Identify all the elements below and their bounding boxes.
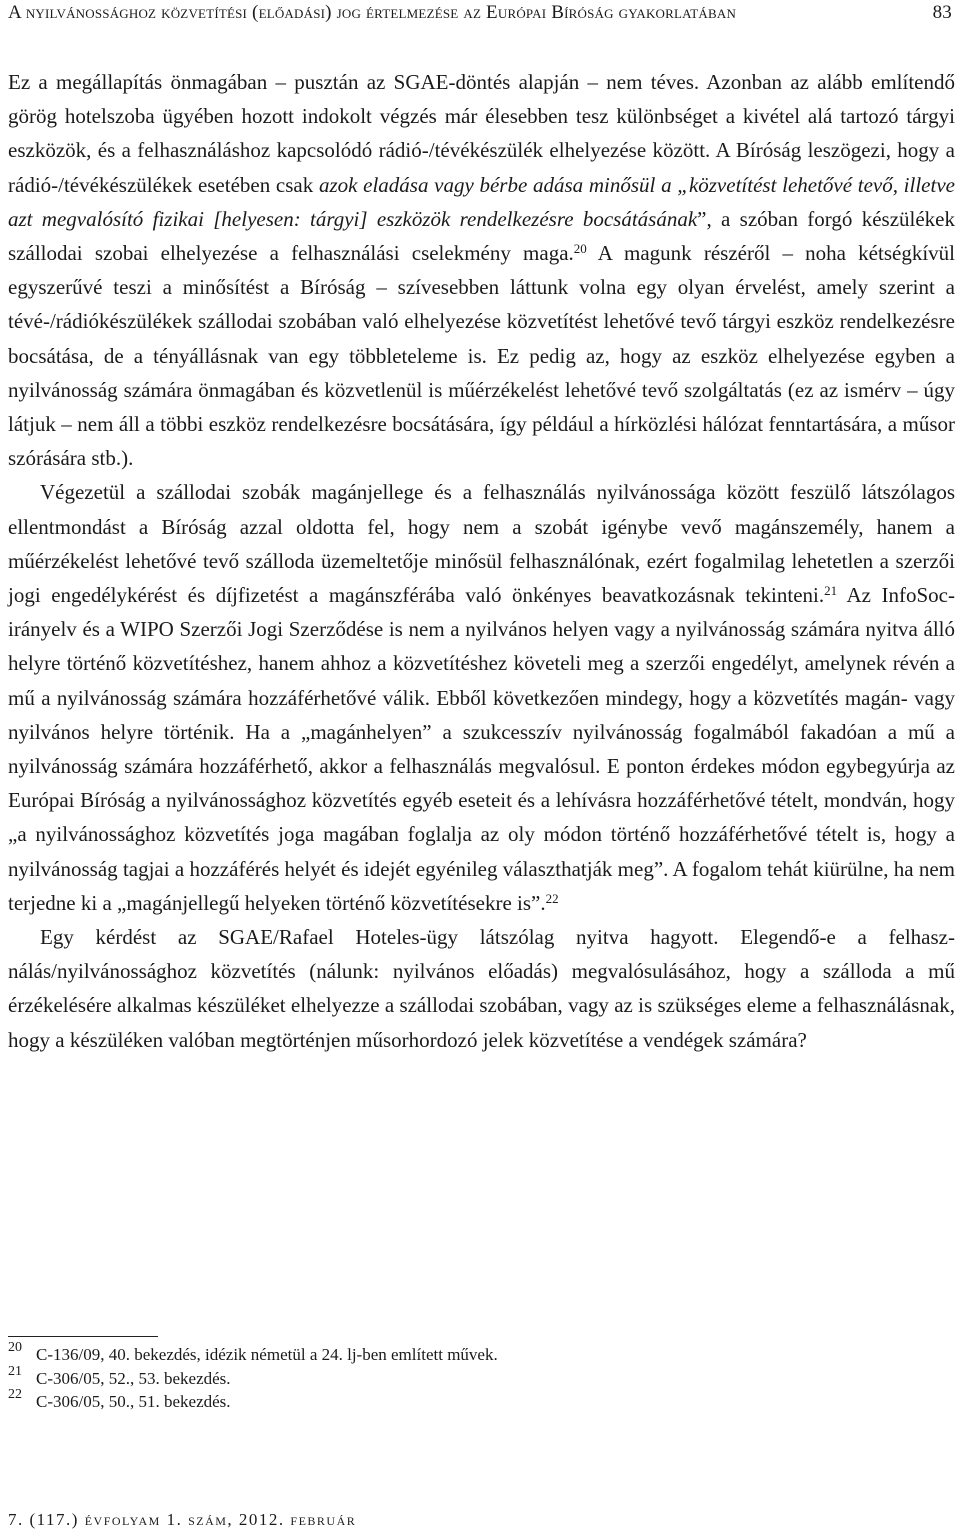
paragraph-2-text-b: Az InfoSoc-irányelv és a WIPO Szerzői Jogi Szerződése is nem a nyilvános helyen vagy a nyilvánosság számára nyitva álló helyre történő közvetítéshez, hanem ahhoz a közvetítéshez követeli meg a szerzői engedélyt, amelynek révén a mű a nyilvánosság számára hozzáférhetővé válik. Ebből következően mindegy, hogy a közvetítés magán- vagy nyilvános helyre történik. Ha a „magánhelyen” a szukcesszív nyilvánosság fogalmából fakadóan a mű a nyilvánosság számára hozzáférhető, akkor a felhasználás megvalósul. E ponton érdekes módon egybegyúrja az Európai Bíróság a nyilvánossághoz közvetítés egyéb eseteit és a lehívásra hozzáférhetővé tételt, mondván, hogy „a nyilvánossághoz közvetítés joga magában foglalja az oly módon történő hozzáférhetővé tételt is, hogy a nyilvánosság tagjai a hozzáférés helyét és idejét egyénileg választhatják meg”. A fogalom tehát kiürülne, ha nem terjedne ki a „magánjellegű helyeken történő közvetítésekre is”.: [8, 583, 955, 915]
paragraph-3: Egy kérdést az SGAE/Rafael Hoteles-ügy látszólag nyitva hagyott. Elegendő-e a felhasználás/nyilvánossághoz közvetítés (nálunk: nyilvános előadás) megvalósulásához, hogy a szálloda a mű érzékelésére alkalmas készüléket elhelyezze a szállodai szobában, vagy az is szükséges eleme a felhasználásnak, hogy a készüléken valóban megtörténjen műsorhordozó jelek közvetítése a vendégek számára?: [8, 925, 955, 1052]
footnote-ref-22[interactable]: 22: [545, 890, 559, 906]
footnote-22: [8, 1387, 948, 1414]
paragraph-1-text-a: Ez a megállapítás önmagában – pusztán az SGAE-döntés alapján – nem téves. Azonban az alább említendő görög hotelszoba ügyében hozott indokolt végzés már élesebben tesz különbséget a kivétel alá tartozó tárgyi eszközök, és a felhasználáshoz kapcsolódó rádió-/tévékészülék elhelyezése között. A Bíróság leszögezi, hogy a rádió-/tévékészülékek esetében csak: [8, 70, 955, 197]
paragraph-2-text-a: Végezetül a szállodai szobák magánjellege és a felhasználás nyilvánossága között feszülő látszólagos ellentmondást a Bíróság azzal oldotta fel, hogy nem a szobát igénybe vevő magánszemély, hanem a műérzékelést lehetővé tevő szálloda üzemeltetője minősül felhasználónak, ezért fogalmilag lehetetlen a szerzői jogi engedélykérést és díjfizetést a magánszférába való önkényes beavatkozásnak tekinteni.: [8, 480, 955, 608]
footnotes: [8, 1340, 948, 1414]
paragraph-1-text-c: A magunk részéről – noha kétségkívül egyszerűvé teszi a minősítést a Bíróság – szívesebben láttunk volna egy olyan érvelést, amely szerint a tévé-/rádiókészülékek szállodai szobában való elhelyezése közvetítést lehetővé tevő tárgyi eszköz rendelkezésre bocsátása, de a tényállásnak van egy többleteleme is. Ez pedig az, hogy az eszköz elhelyezése egyben a nyilvánosság számára önmagában és közvetlenül is műérzékelést lehetővé tevő szolgáltatás (ez az ismérv – úgy látjuk – nem áll a többi eszköz rendelkezésre bocsátására, így például a hírközlési hálózat fenntartására, a műsor szórására stb.).: [8, 241, 955, 471]
footnote-ref-21[interactable]: 21: [824, 583, 838, 599]
running-header: [8, 2, 952, 28]
footnote-text: C-306/05, 52., 53. bekezdés.: [36, 1368, 231, 1388]
paragraph-1-text-b: ”, a szóban forgó készülékek szállodai szobai elhelyezése a felhasználási cselekmény maga.: [8, 206, 955, 266]
footnote-21: [8, 1363, 948, 1391]
footnote-separator: [8, 1336, 158, 1337]
footnote-20: [8, 1340, 948, 1367]
paragraph-2: [8, 475, 955, 920]
page-number: 83: [932, 2, 952, 23]
paragraph-1: [8, 65, 955, 475]
header-title: A nyilvánossághoz közvetítési (előadási) jog értelmezése az Európai Bíróság gyakorlatában: [8, 2, 737, 23]
paragraph-1-quote: azok eladása vagy bérbe adása minősül a „közvetítést lehetővé tevő, illetve azt megvalósító fizikai [helyesen: tárgyi] eszközök rendelkezésre bocsátásának: [8, 172, 955, 231]
footnote-number: 20: [8, 1340, 22, 1355]
footnote-number: 22: [8, 1387, 22, 1402]
footnote-number: 21: [8, 1363, 22, 1379]
footnote-text: C-306/05, 50., 51. bekezdés.: [36, 1392, 231, 1411]
running-footer: 7. (117.) évfolyam 1. szám, 2012. február: [8, 1510, 357, 1529]
body-text: [8, 65, 955, 1057]
footnote-ref-20[interactable]: 20: [573, 241, 587, 257]
footnote-text: C-136/09, 40. bekezdés, idézik németül a 24. lj-ben említett művek.: [36, 1345, 498, 1364]
